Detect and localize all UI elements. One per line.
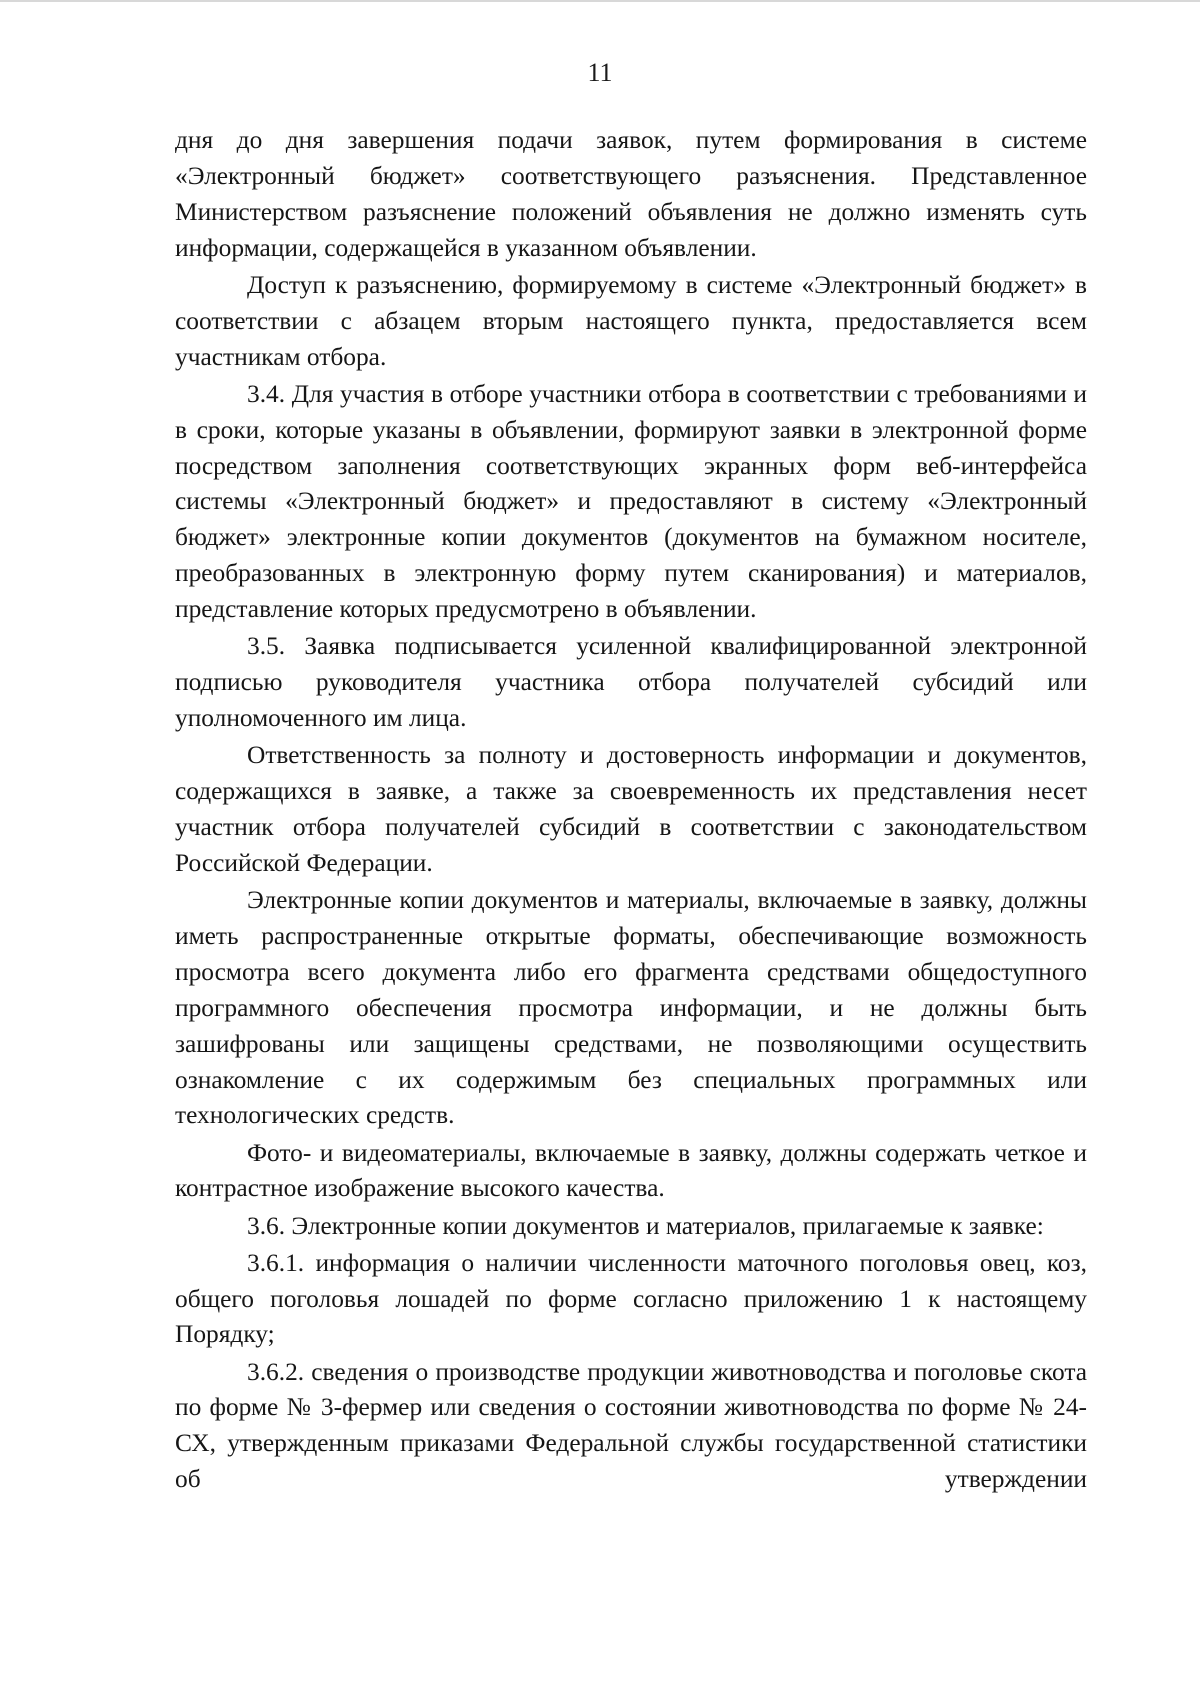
paragraph-2: Доступ к разъяснению, формируемому в системе «Электронный бюджет» в соответствии с абзацем вторым настоящего пункта, предоставляется всем участникам отбора. [175, 270, 1087, 371]
paragraph-responsibility: Ответственность за полноту и достоверность информации и документов, содержащихся в заявке, а также за своевременность их представления несет участник отбора получателей субсидий в соответствии с законодательством Российской Федерации. [175, 741, 1087, 877]
paragraph-3-4: 3.4. Для участия в отборе участники отбора в соответствии с требованиями и в сроки, которые указаны в объявлении, формируют заявки в электронной форме посредством заполнения соответствующих экранных форм веб-интерфейса системы «Электронный бюджет» и предоставляют в систему «Электронный бюджет» электронные копии документов (документов на бумажном носителе, преобразованных в электронную форму путем сканирования) и материалов, представление которых предусмотрено в объявлении. [175, 379, 1087, 624]
paragraph-1: дня до дня завершения подачи заявок, путем формирования в системе «Электронный бюджет» соответствующего разъяснения. Представленное Министерством разъяснение положений объявления не должно изменять суть информации, содержащейся в указанном объявлении. [175, 126, 1087, 262]
paragraph-3-6-1: 3.6.1. информация о наличии численности маточного поголовья овец, коз, общего поголовья лошадей по форме согласно приложению 1 к настоящему Порядку; [175, 1248, 1087, 1349]
paragraph-photo-video: Фото- и видеоматериалы, включаемые в заявку, должны содержать четкое и контрастное изображение высокого качества. [175, 1138, 1087, 1203]
document-body [175, 123, 1087, 1498]
page-top-edge [0, 0, 1200, 2]
paragraph-3-6: 3.6. Электронные копии документов и материалов, прилагаемые к заявке: [247, 1211, 1044, 1240]
paragraph-3-5: 3.5. Заявка подписывается усиленной квалифицированной электронной подписью руководителя участника отбора получателей субсидий или уполномоченного им лица. [175, 632, 1087, 733]
paragraph-3-6-2: 3.6.2. сведения о производстве продукции животноводства и поголовье скота по форме № 3-фермер или сведения о состоянии животноводства по форме № 24-СХ, утвержденным приказами Федеральной службы государственной статистики об утверждении [175, 1357, 1087, 1494]
page-number: 11 [587, 58, 613, 87]
paragraph-electronic-copies: Электронные копии документов и материалы, включаемые в заявку, должны иметь распространенные открытые форматы, обеспечивающие возможность просмотра всего документа либо его фрагмента средствами общедоступного программного обеспечения просмотра информации, и не должны быть зашифрованы или защищены средствами, не позволяющими осуществить ознакомление с их содержимым без специальных программных или технологических средств. [175, 885, 1087, 1130]
